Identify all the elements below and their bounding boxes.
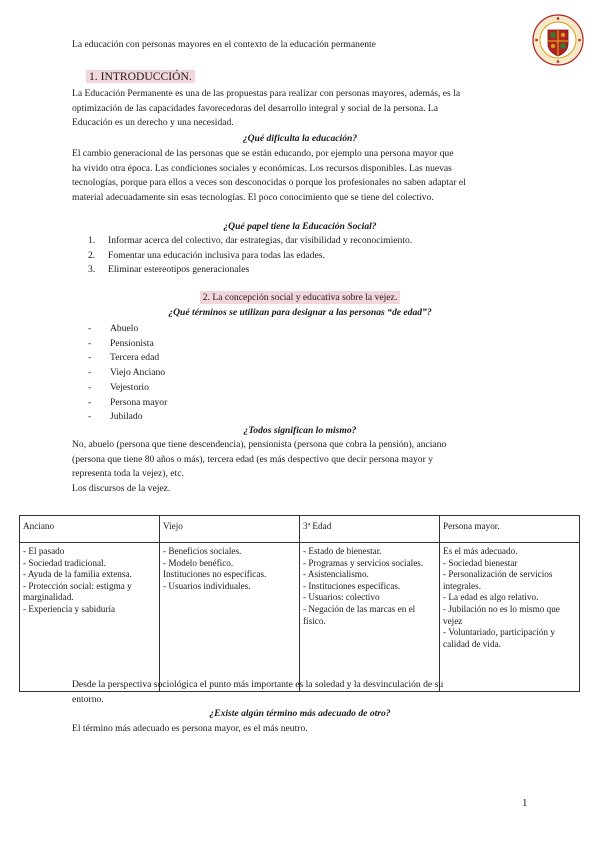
cell-line: - Ayuda de la familia extensa. [23,569,132,580]
table-header-cell: Anciano [20,516,160,543]
text-line: material adecuadamente sin esas tecnologías. El poco conocimiento que se tiene del colectivo. [72,191,434,203]
cell-line: - Programas y servicios sociales. [303,557,424,568]
cell-line: - Sociedad bienestar [443,557,518,568]
text-line: Educación es un derecho y una necesidad. [72,117,234,129]
cell-line: - Jubilación no es lo mismo que vejez [443,603,560,626]
list-item: - Abuelo [88,323,139,334]
cell-line: - Protección social: estigma y marginalidad. [23,580,132,603]
text-line: No, abuelo (persona que tiene descendencia), pensionista (persona que cobra la pensión), anciano [72,439,447,450]
table-cell-persona-mayor [440,543,580,692]
cell-line: - Sociedad tradicional. [23,557,106,568]
answer-dificulta [72,147,542,205]
cell-line: Instituciones no específicas. [163,569,267,580]
section-2-title-wrap [0,292,600,303]
table-header-row [20,516,580,543]
text-line: (persona que tiene 80 años o más), tercera edad (es más despectivo que decir persona mayor y [72,453,433,465]
text-line: La Educación Permanente es una de las propuestas para realizar con personas mayores, además, es la [72,88,461,99]
question-significan: ¿Todos significan lo mismo? [243,425,357,436]
cell-line: - Personalización de servicios integrales. [443,569,553,591]
cell-line: - Asistencialismo. [303,569,369,580]
text-line: representa toda la vejez), etc. [72,468,184,480]
table-cell-anciano [20,543,160,692]
university-seal-logo [532,14,584,66]
table-row [20,543,580,692]
vejez-discourses-table [19,515,580,692]
cell-line: - Modelo benéfico. [163,557,234,568]
cell-line: Es el más adecuado. [443,546,518,556]
cell-line: - El pasado [23,546,65,556]
text-line: optimización de las capacidades favorecedoras del desarrollo integral y social de la persona. La [72,102,439,114]
answer-termino-adecuado: El término más adecuado es persona mayor, es el más neutro. [72,723,308,734]
list-item: - Viejo Anciano [88,367,166,379]
cell-line: - Instituciones específicas. [303,580,401,591]
list-item: - Vejestorio [88,381,149,393]
page-number: 1 [522,797,528,809]
educacion-social-list [88,234,508,278]
list-item: 1. Informar acerca del colectivo, dar estrategias, dar visibilidad y reconocimiento. [88,235,413,246]
cell-line: - Usuarios individuales. [163,580,251,591]
cell-line: - La edad es algo relativo. [443,592,539,603]
terms-list [88,322,388,425]
list-item: - Tercera edad [88,352,160,364]
section-2-title: 2. La concepción social y educativa sobre la vejez. [200,291,400,304]
text-line: ha vivido otra época. Las condiciones sociales y económicas. Los recursos disponibles. Las nuevas [72,162,452,174]
cell-line: - Voluntariado, participación y calidad de vida. [443,627,555,649]
list-item: - Jubilado [88,411,143,423]
intro-paragraph [72,87,542,131]
text-line: El cambio generacional de las personas que se están educando, por ejemplo una persona mayor que [72,148,454,159]
document-header: La educación con personas mayores en el contexto de la educación permanente [72,39,376,50]
question-terminos: ¿Qué términos se utilizan para designar a las personas “de edad”? [168,307,432,318]
table-header-cell: Viejo [160,516,300,543]
cell-line: - Usuarios: colectivo [303,592,380,603]
table-header-cell: 3ª Edad [300,516,440,543]
cell-line: - Estado de bienestar. [303,546,382,556]
list-item: - Pensionista [88,337,154,349]
question-educacion-social: ¿Qué papel tiene la Educación Social? [223,221,377,232]
seal-icon [532,14,584,66]
table-cell-viejo [160,543,300,692]
answer-significan [72,438,542,496]
list-item: - Persona mayor [88,396,168,408]
cell-line: - Negación de las marcas en el físico. [303,603,416,626]
text-line: entorno. [72,693,104,705]
cell-line: - Beneficios sociales. [163,546,242,556]
section-1-title: 1. INTRODUCCIÓN. [86,70,195,83]
text-line: Desde la perspectiva sociológica el punto más importante es la soledad y la desvinculación de su [72,679,444,690]
table-cell-tercera-edad [300,543,440,692]
question-dificulta: ¿Qué dificulta la educación? [242,133,358,144]
cell-line: - Experiencia y sabiduría [23,603,116,614]
text-line: Los discursos de la vejez. [72,482,171,494]
table-header-cell: Persona mayor. [440,516,580,543]
list-item: 2. Fomentar una educación inclusiva para todas las edades. [88,249,325,261]
question-termino-adecuado: ¿Existe algún término más adecuado de otro? [209,708,391,719]
conclusion-paragraph [72,678,542,707]
text-line: tecnologías, porque para ellos a veces son desconocidas o porque los profesionales no saben adaptar el [72,177,466,189]
list-item: 3. Eliminar estereotipos generacionales [88,264,250,276]
